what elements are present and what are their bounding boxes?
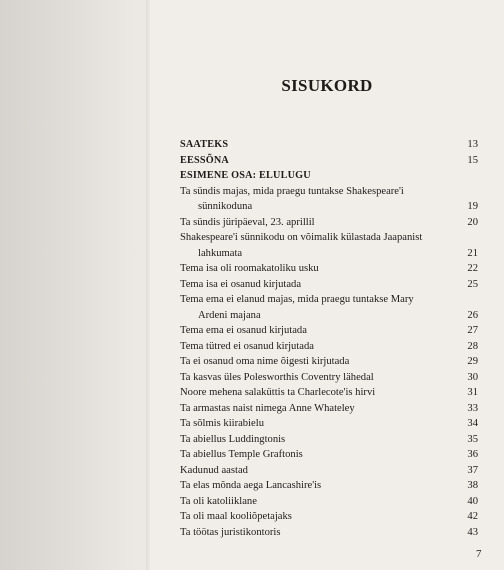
toc-entry-page: 31	[467, 387, 478, 398]
toc-entry-title: EESSÕNA	[180, 154, 229, 166]
toc-entry-title: Noore mehena salaküttis ta Charlecote'is hirvi	[180, 387, 376, 398]
toc-entry	[180, 525, 478, 541]
toc-entry-page: 26	[467, 309, 478, 321]
toc-entry	[180, 215, 478, 231]
toc-entry	[180, 137, 478, 153]
toc-entry-page: 21	[467, 247, 478, 259]
toc-entry-title: Tema tütred ei osanud kirjutada	[180, 340, 314, 352]
toc-entry-title: Ta oli katoliiklane	[180, 495, 257, 507]
toc-entry	[180, 370, 478, 386]
toc-entry-page: 38	[467, 480, 478, 491]
toc-entry-page: 19	[467, 201, 478, 212]
toc-entry-page: 22	[467, 263, 478, 274]
toc-entry	[180, 277, 478, 293]
toc-entry	[180, 432, 478, 448]
toc-entry-page: 27	[467, 325, 478, 336]
toc-entry	[180, 323, 478, 339]
toc-entry-page: 25	[467, 278, 478, 290]
toc-entry-title: Tema isa ei osanud kirjutada	[180, 278, 302, 290]
toc-entry-page: 36	[467, 449, 478, 460]
toc-entry-title: Ta abiellus Temple Graftonis	[180, 449, 303, 460]
toc-entry	[180, 308, 478, 324]
toc-entry-page: 28	[467, 340, 478, 352]
toc-entry	[180, 153, 478, 169]
toc-entry-page: 20	[467, 216, 478, 228]
toc-entry	[180, 354, 478, 370]
toc-entry-title: Ta ei osanud oma nime õigesti kirjutada	[180, 356, 350, 367]
toc-entry-page: 43	[467, 526, 478, 538]
toc-entry-title: Ta oli maal kooliõpetajaks	[180, 511, 292, 522]
toc-entry-title: SAATEKS	[180, 139, 229, 150]
toc-entry-title: Ta sündis majas, mida praegu tuntakse Shakespeare'i	[180, 185, 404, 197]
toc-entry-title: Shakespeare'i sünnikodu on võimalik külastada Jaapanist	[180, 232, 423, 243]
toc-entry	[180, 261, 478, 277]
toc-entry-page: 42	[467, 511, 478, 522]
page-number: 7	[476, 548, 482, 560]
toc-entry	[180, 447, 478, 463]
toc-entry	[180, 184, 478, 200]
toc-entry	[180, 494, 478, 510]
toc-entry	[180, 292, 478, 308]
toc-entry	[180, 246, 478, 262]
toc-entry-page: 37	[467, 464, 478, 476]
toc-entry-page: 40	[467, 495, 478, 507]
page-title: SISUKORD	[281, 76, 373, 95]
toc-entry	[180, 385, 478, 401]
toc-entry-title: Ta sõlmis kiirabielu	[180, 418, 264, 429]
toc-entry-title: Ta elas mõnda aega Lancashire'is	[180, 480, 322, 491]
toc-entry-title: lahkumata	[198, 247, 243, 259]
toc-entry	[180, 478, 478, 494]
toc-entry	[180, 463, 478, 479]
toc-entry-title: Tema ema ei osanud kirjutada	[180, 325, 307, 336]
toc-entry-title: Ta töötas juristikontoris	[180, 526, 281, 538]
page-fold-shadow	[146, 0, 149, 570]
toc-entry-title: Ta kasvas üles Polesworthis Coventry lähedal	[180, 371, 374, 383]
toc-entry-page: 35	[467, 433, 478, 445]
toc-entry-title: Ta abiellus Luddingtonis	[180, 433, 286, 445]
toc-entry-page: 30	[467, 371, 478, 383]
toc-entry-page: 29	[467, 356, 478, 367]
toc-entry-page: 34	[467, 418, 478, 429]
book-gutter	[0, 0, 150, 570]
toc-entry-title: sünnikoduna	[198, 201, 253, 212]
toc-entry-title: Kadunud aastad	[180, 464, 248, 476]
toc-entry-title: Tema isa oli roomakatoliku usku	[180, 263, 319, 274]
toc-entry	[180, 401, 478, 417]
toc-entry	[180, 416, 478, 432]
toc-entry	[180, 168, 478, 184]
toc-entry-title: Tema ema ei elanud majas, mida praegu tuntakse Mary	[180, 294, 414, 305]
toc-entry-title: Ardeni majana	[198, 309, 261, 321]
toc-entry	[180, 199, 478, 215]
toc-entry-page: 15	[467, 154, 478, 166]
toc-entry-title: Ta sündis jüripäeval, 23. aprillil	[180, 216, 315, 228]
toc-entry-page: 33	[467, 402, 478, 414]
toc-entry-title: Ta armastas naist nimega Anne Whateley	[180, 402, 355, 414]
toc-entry	[180, 230, 478, 246]
toc-entry-page: 13	[467, 139, 478, 150]
toc-entry	[180, 339, 478, 355]
toc-entry	[180, 509, 478, 525]
toc-entry-title: ESIMENE OSA: ELULUGU	[180, 170, 311, 181]
